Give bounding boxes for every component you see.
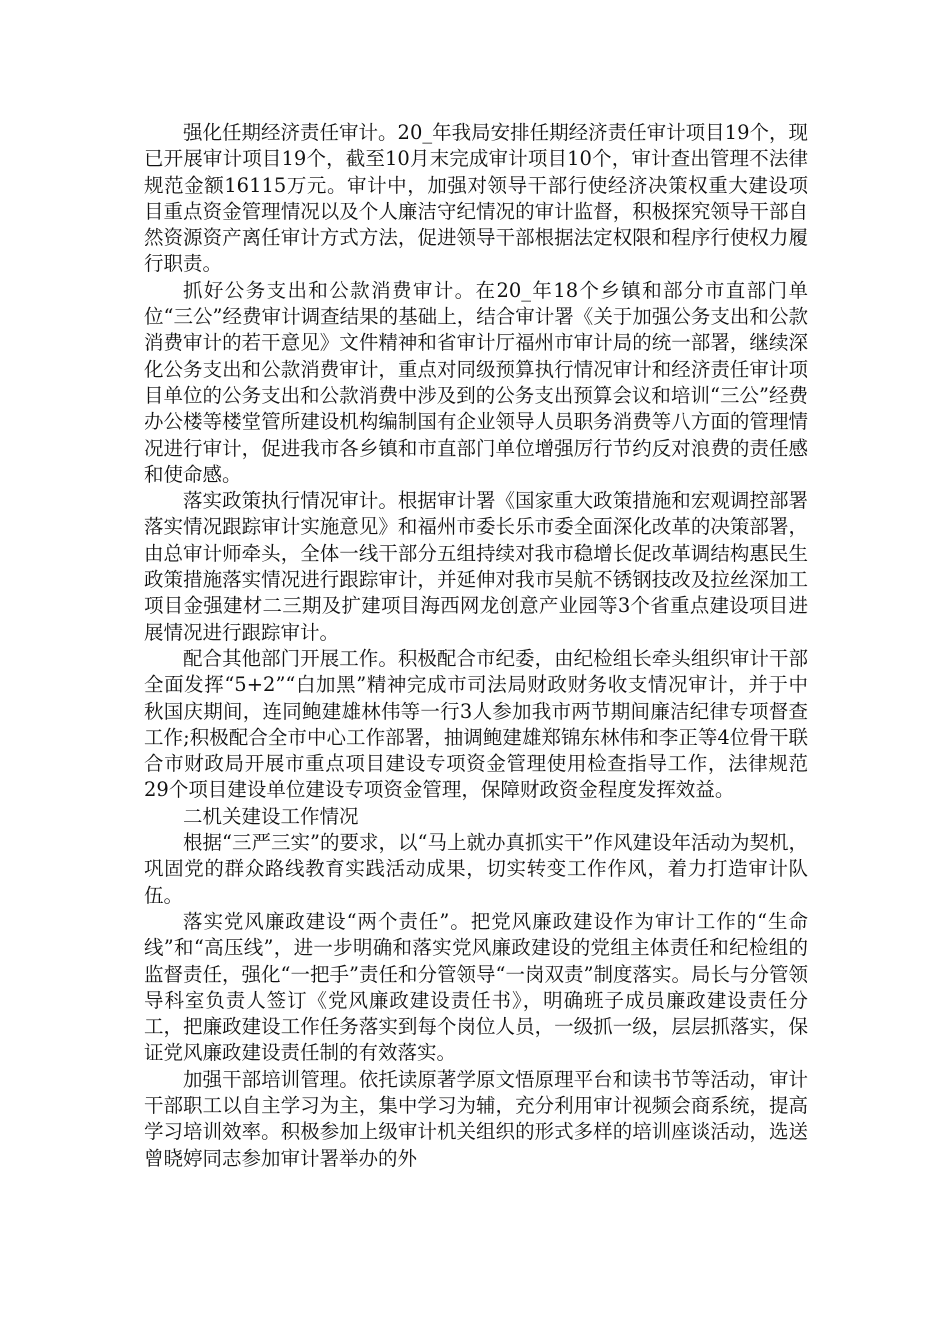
- paragraph-cadre-training: 加强干部培训管理。依托读原著学原文悟原理平台和读书节等活动，审计干部职工以自主学习为主，集中学习为辅，充分利用审计视频会商系统，提高学习培训效率。积极参加上级审计机关组织的形式多样的培训座谈活动，选送曾晓婷同志参加审计署举办的外: [144, 1067, 808, 1170]
- paragraph-public-expenditure-audit: 抓好公务支出和公款消费审计。在20_年18个乡镇和部分市直部门单位“三公”经费审计调查结果的基础上，结合审计署《关于加强公务支出和公款消费审计的若干意见》文件精神和省审计厅福州市审计局的统一部署，继续深化公务支出和公款消费审计，重点对同级预算执行情况审计和经济责任审计项目单位的公务支出和公款消费中涉及到的公务支出预算会议和培训“三公”经费办公楼等楼堂管所建设机构编制国有企业领导人员职务消费等八方面的管理情况进行审计，促进我市各乡镇和市直部门单位增强厉行节约反对浪费的责任感和使命感。: [144, 278, 808, 486]
- paragraph-policy-implementation-audit: 落实政策执行情况审计。根据审计署《国家重大政策措施和宏观调控部署落实情况跟踪审计实施意见》和福州市委长乐市委全面深化改革的决策部署，由总审计师牵头，全体一线干部分五组持续对我市稳增长促改革调结构惠民生政策措施落实情况进行跟踪审计，并延伸对我市吴航不锈钢技改及拉丝深加工项目金强建材二三期及扩建项目海西网龙创意产业园等3个省重点建设项目进展情况进行跟踪审计。: [144, 489, 808, 644]
- section-heading-organ-construction: 二机关建设工作情况: [183, 804, 359, 828]
- document-body: [144, 120, 808, 1172]
- paragraph-cooperation-with-departments: 配合其他部门开展工作。积极配合市纪委，由纪检组长牵头组织审计干部全面发挥“5+2”“白加黑”精神完成市司法局财政财务收支情况审计，并于中秋国庆期间，连同鲍建雄林伟等一行3人参加我市两节期间廉洁纪律专项督查工作;积极配合全市中心工作部署，抽调鲍建雄郑锦东林伟和李正等4位骨干联合市财政局开展市重点项目建设专项资金管理使用检查指导工作，法律规范29个项目建设单位建设专项资金管理，保障财政资金程度发挥效益。: [144, 646, 808, 802]
- paragraph-economic-responsibility-audit: 强化任期经济责任审计。20_年我局安排任期经济责任审计项目19个，现已开展审计项目19个，截至10月末完成审计项目10个，审计查出管理不法律规范金额16115万元。审计中，加强对领导干部行使经济决策权重大建设项目重点资金管理情况以及个人廉洁守纪情况的审计监督，积极探究领导干部自然资源资产离任审计方式方法，促进领导干部根据法定权限和程序行使权力履行职责。: [144, 121, 808, 276]
- paragraph-party-integrity-responsibility: 落实党风廉政建设“两个责任”。把党风廉政建设作为审计工作的“生命线”和“高压线”，进一步明确和落实党风廉政建设的党组主体责任和纪检组的监督责任，强化“一把手”责任和分管领导“一岗双责”制度落实。局长与分管领导科室负责人签订《党风廉政建设责任书》，明确班子成员廉政建设责任分工，把廉政建设工作任务落实到每个岗位人员，一级抓一级，层层抓落实，保证党风廉政建设责任制的有效落实。: [144, 909, 808, 1065]
- paragraph-three-stricts-three-solids: 根据“三严三实”的要求，以“马上就办真抓实干”作风建设年活动为契机，巩固党的群众路线教育实践活动成果，切实转变工作作风，着力打造审计队伍。: [144, 831, 808, 907]
